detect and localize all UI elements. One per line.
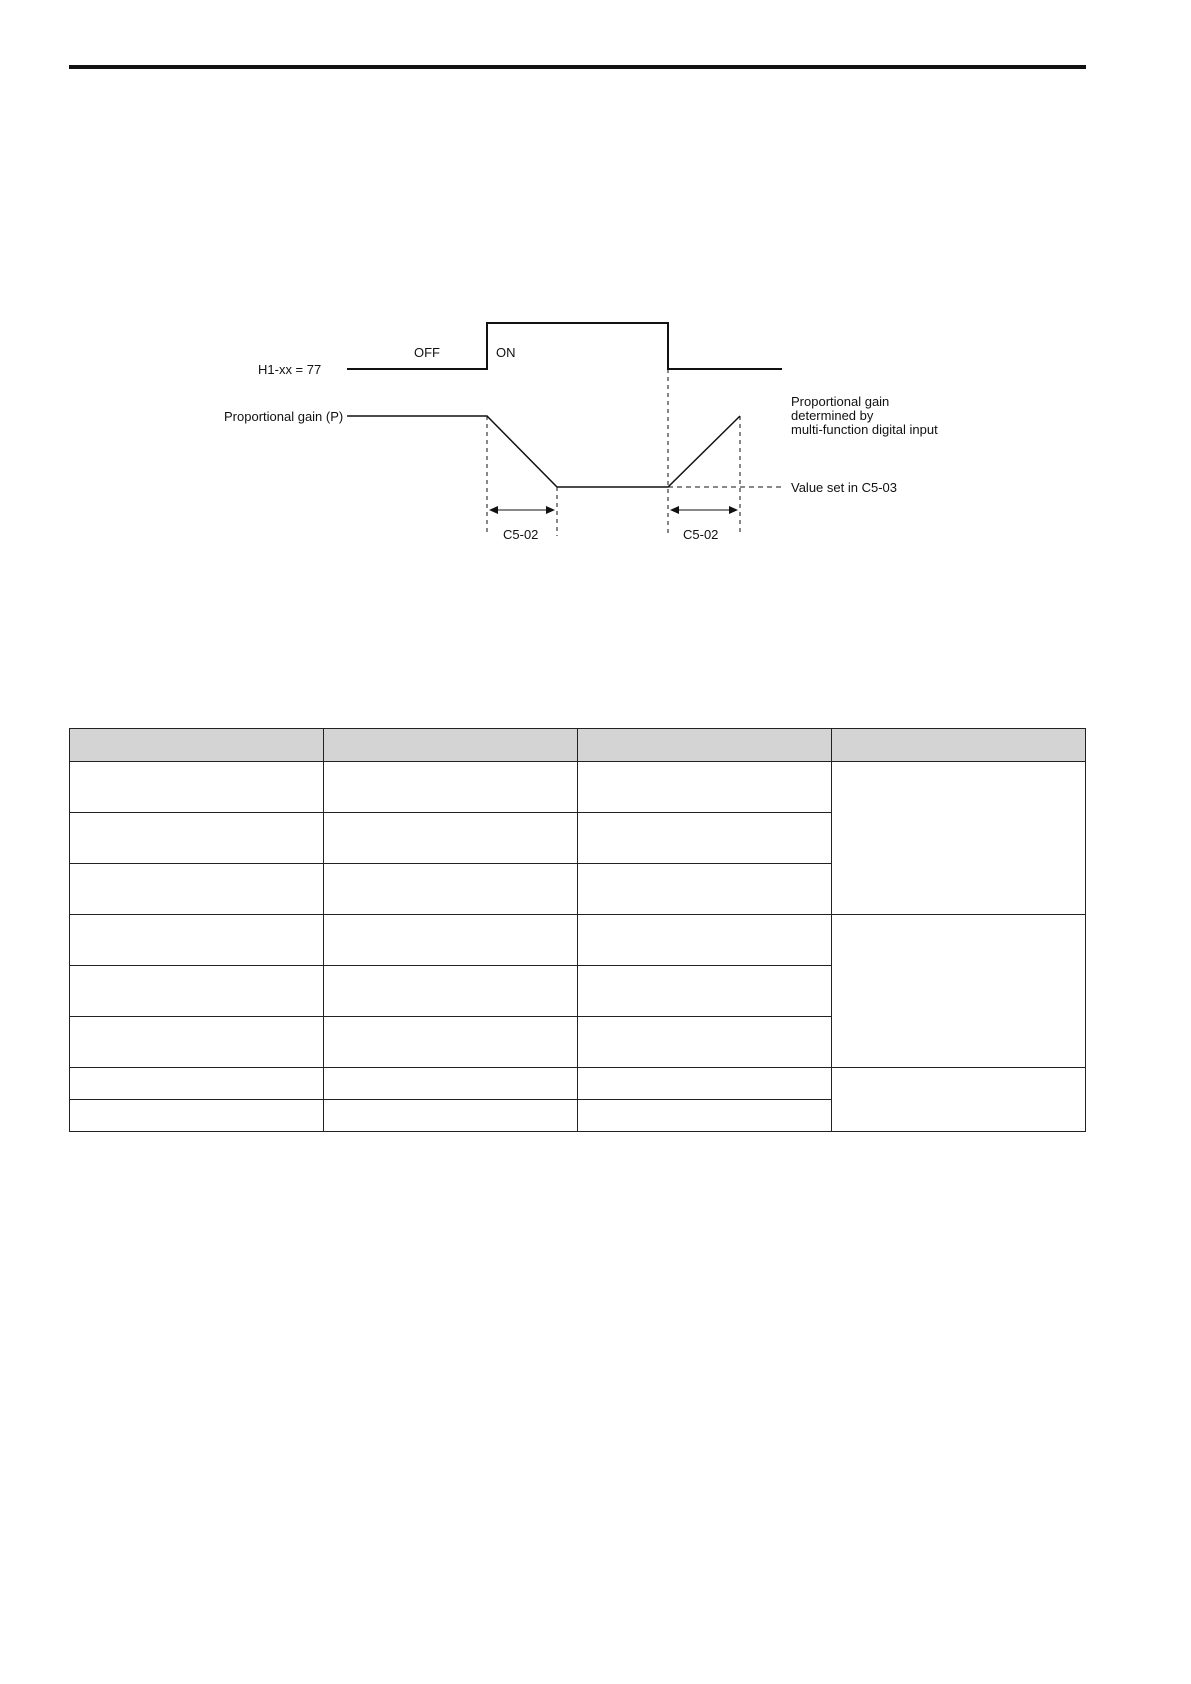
table-cell bbox=[578, 813, 832, 864]
table-cell bbox=[578, 762, 832, 813]
table-group-cell bbox=[832, 915, 1086, 1068]
table-cell bbox=[578, 1017, 832, 1068]
time-label-right: C5-02 bbox=[683, 527, 719, 542]
header-cell bbox=[832, 729, 1086, 762]
table-row bbox=[70, 1068, 1086, 1100]
table-cell bbox=[324, 915, 578, 966]
header-cell bbox=[324, 729, 578, 762]
value-note: Value set in C5-03 bbox=[791, 480, 897, 495]
gain-note-line-2: determined by bbox=[791, 408, 874, 423]
gain-label: Proportional gain (P) bbox=[224, 409, 344, 424]
gain-note-line-3: multi-function digital input bbox=[791, 422, 938, 437]
table-cell bbox=[578, 1068, 832, 1100]
table-header-row bbox=[70, 729, 1086, 762]
span-arrow-left bbox=[489, 506, 555, 514]
table-cell bbox=[70, 966, 324, 1017]
parameter-table bbox=[69, 728, 1086, 1132]
table-cell bbox=[324, 1017, 578, 1068]
table-cell bbox=[70, 1068, 324, 1100]
table-cell bbox=[324, 813, 578, 864]
span-arrow-right bbox=[670, 506, 738, 514]
table-cell bbox=[324, 966, 578, 1017]
digital-input-waveform bbox=[347, 323, 782, 369]
table-cell bbox=[70, 813, 324, 864]
header-cell bbox=[70, 729, 324, 762]
table-cell bbox=[324, 864, 578, 915]
input-label: H1-xx = 77 bbox=[258, 362, 322, 377]
table-group-cell bbox=[832, 762, 1086, 915]
table-cell bbox=[578, 966, 832, 1017]
table-cell bbox=[578, 915, 832, 966]
table-cell bbox=[70, 762, 324, 813]
table-cell bbox=[578, 864, 832, 915]
table-row bbox=[70, 915, 1086, 966]
table-cell bbox=[70, 864, 324, 915]
timing-diagram bbox=[0, 0, 1191, 600]
table-row bbox=[70, 762, 1086, 813]
table-cell bbox=[70, 1017, 324, 1068]
gain-note-line-1: Proportional gain bbox=[791, 394, 890, 409]
off-label: OFF bbox=[414, 345, 440, 360]
table-cell bbox=[70, 915, 324, 966]
table-cell bbox=[578, 1100, 832, 1132]
gain-waveform bbox=[347, 416, 740, 487]
header-cell bbox=[578, 729, 832, 762]
table-group-cell bbox=[832, 1068, 1086, 1132]
table-cell bbox=[324, 762, 578, 813]
on-label: ON bbox=[496, 345, 516, 360]
table-cell bbox=[324, 1100, 578, 1132]
time-label-left: C5-02 bbox=[503, 527, 539, 542]
table-cell bbox=[324, 1068, 578, 1100]
table-cell bbox=[70, 1100, 324, 1132]
